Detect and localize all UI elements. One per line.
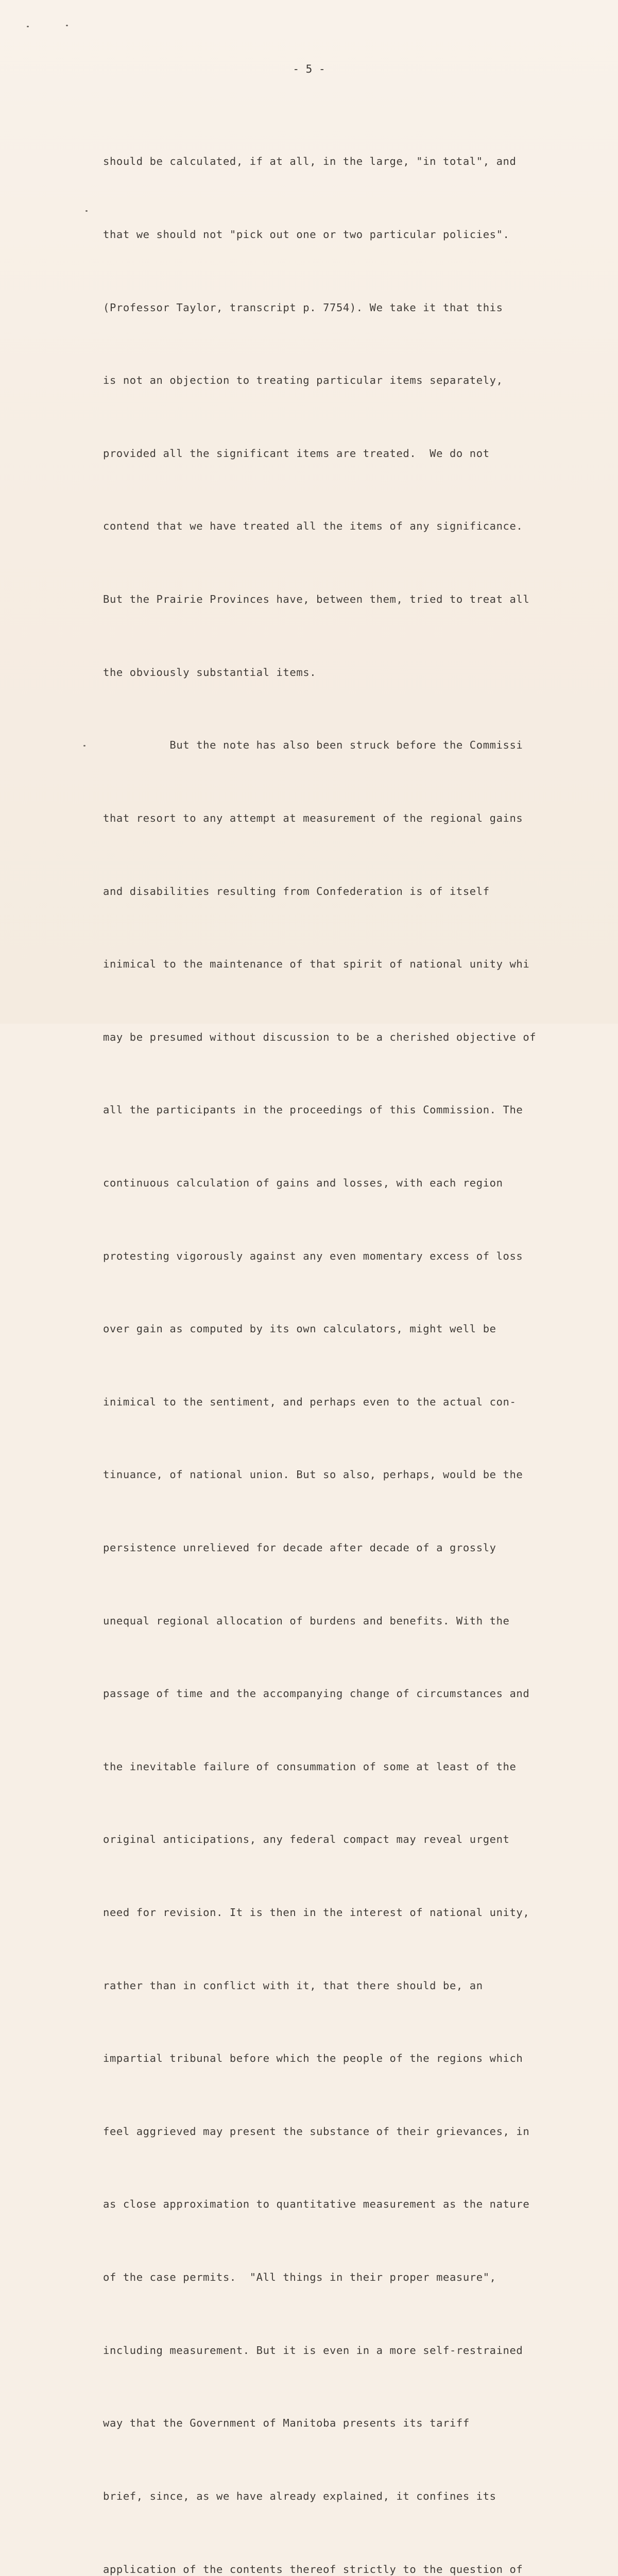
text-line: feel aggrieved may present the substance of their grievances, in — [103, 2125, 530, 2138]
paper-speck — [85, 210, 88, 212]
paper-speck — [27, 26, 29, 27]
text-line: that we should not "pick out one or two particular policies". — [103, 228, 510, 241]
paper-speck — [66, 25, 68, 26]
text-line: original anticipations, any federal compact may reveal urgent — [103, 1833, 510, 1846]
text-line: continuous calculation of gains and losses, with each region — [103, 1176, 503, 1189]
text-line: and disabilities resulting from Confederation is of itself — [103, 885, 490, 897]
text-line: But the note has also been struck before the Commissi — [103, 739, 523, 752]
text-line: protesting vigorously against any even momentary excess of loss — [103, 1249, 523, 1262]
text-line: is not an objection to treating particular items separately, — [103, 374, 503, 387]
text-line: impartial tribunal before which the people of the regions which — [103, 2052, 523, 2065]
text-line: should be calculated, if at all, in the large, "in total", and — [103, 155, 517, 168]
text-line: brief, since, as we have already explained, it confines its — [103, 2489, 496, 2502]
text-line: passage of time and the accompanying change of circumstances and — [103, 1687, 530, 1700]
typed-body-text — [103, 101, 582, 2576]
text-line: unequal regional allocation of burdens and benefits. With the — [103, 1614, 510, 1627]
text-line: But the Prairie Provinces have, between them, tried to treat all — [103, 593, 530, 606]
text-line: that resort to any attempt at measurement of the regional gains — [103, 811, 523, 824]
text-line: rather than in conflict with it, that there should be, an — [103, 1979, 483, 1992]
text-line: as close approximation to quantitative measurement as the nature — [103, 2198, 530, 2211]
text-line: application of the contents thereof strictly to the question of — [103, 2563, 523, 2575]
text-line: may be presumed without discussion to be a cherished objective of — [103, 1030, 537, 1043]
text-line: the obviously substantial items. — [103, 666, 317, 679]
text-line: persistence unrelieved for decade after decade of a grossly — [103, 1541, 496, 1554]
text-line: inimical to the sentiment, and perhaps even to the actual con- — [103, 1395, 517, 1408]
text-line: tinuance, of national union. But so also, perhaps, would be the — [103, 1468, 523, 1481]
page-number: - 5 - — [293, 63, 325, 75]
text-line: inimical to the maintenance of that spirit of national unity whi — [103, 958, 530, 971]
text-line: way that the Government of Manitoba presents its tariff — [103, 2417, 470, 2430]
text-line: contend that we have treated all the items of any significance. — [103, 520, 523, 533]
text-line: including measurement. But it is even in a more self-restrained — [103, 2344, 523, 2357]
text-line: over gain as computed by its own calculators, might well be — [103, 1323, 496, 1335]
text-line: need for revision. It is then in the interest of national unity, — [103, 1906, 530, 1919]
text-line: all the participants in the proceedings of this Commission. The — [103, 1104, 523, 1116]
text-line: the inevitable failure of consummation of some at least of the — [103, 1760, 517, 1773]
text-line: (Professor Taylor, transcript p. 7754). We take it that this — [103, 301, 503, 314]
paper-speck — [83, 745, 85, 747]
text-line: provided all the significant items are treated. We do not — [103, 447, 490, 460]
text-line: of the case permits. "All things in their proper measure", — [103, 2271, 496, 2284]
